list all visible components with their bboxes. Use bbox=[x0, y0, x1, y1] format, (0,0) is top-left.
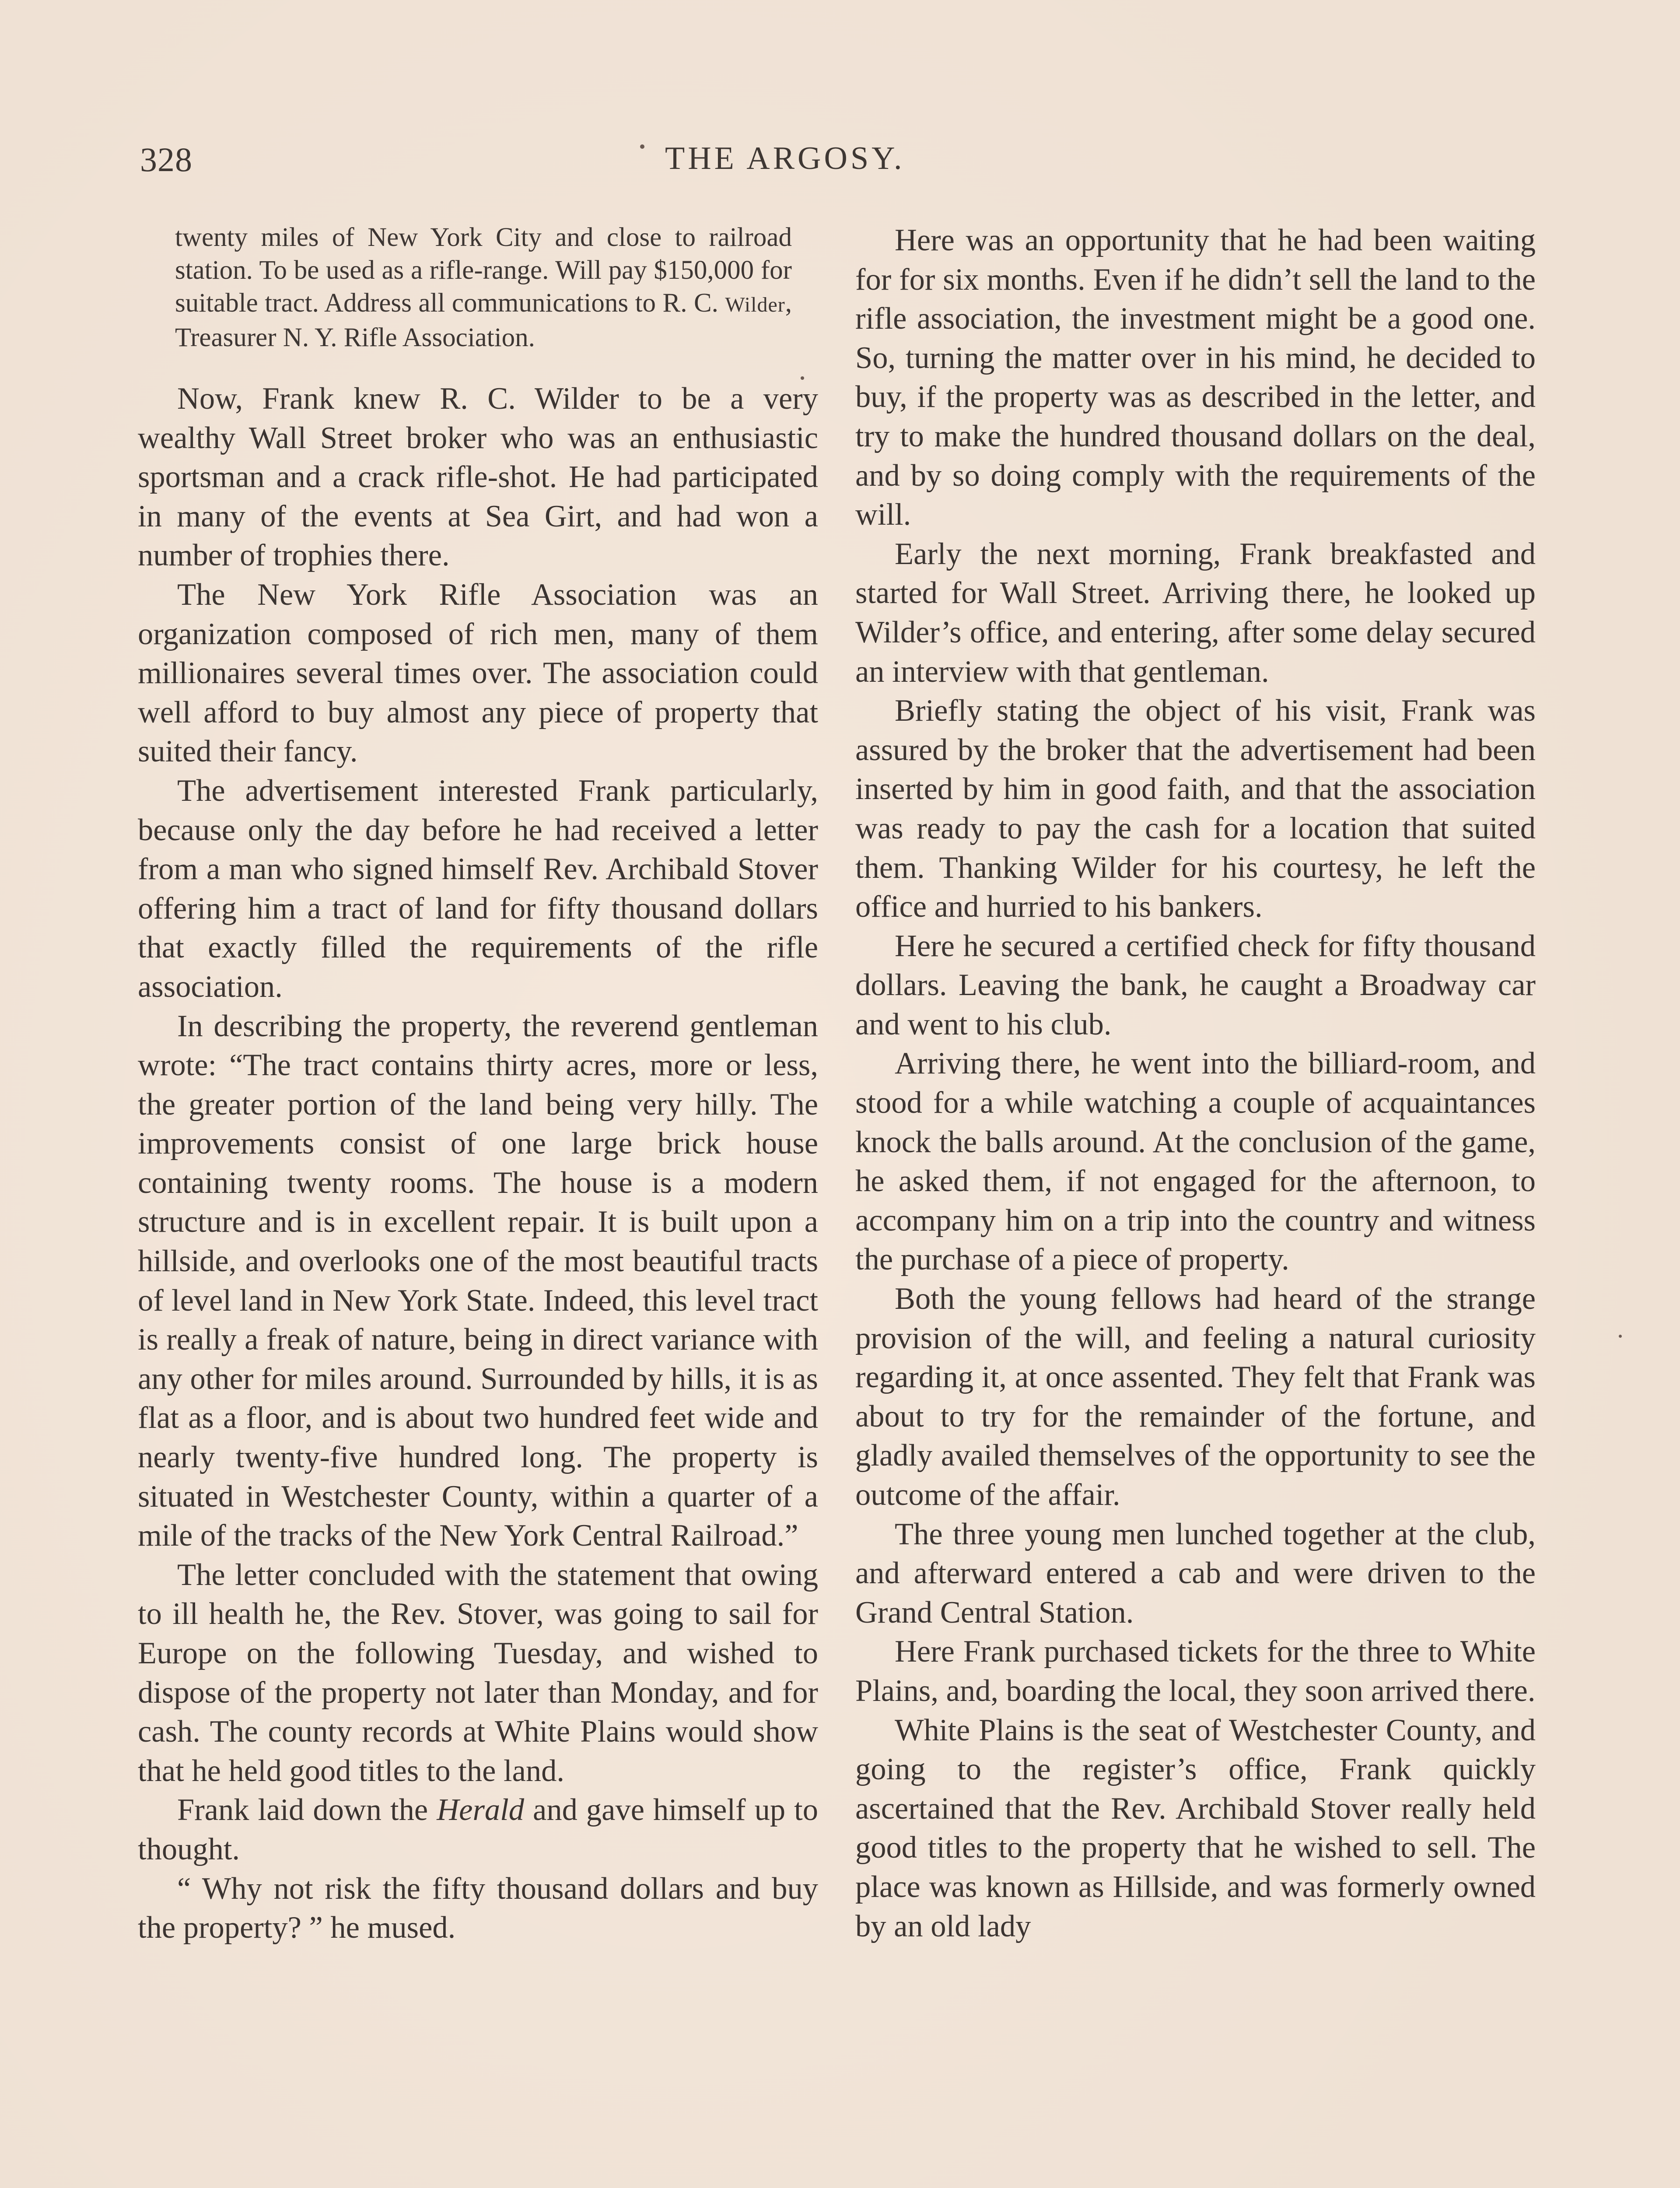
right-column bbox=[855, 221, 1536, 1946]
page-number: 328 bbox=[140, 140, 192, 179]
paragraph: White Plains is the seat of Westchester County, and going to the register’s office, Frank quickly ascertained that the Rev. Archibald Stover really held good titles to the property that he wished to sell. The place was known as Hillside, and was formerly owned by an old lady bbox=[855, 1713, 1536, 1943]
ad-text-start: twenty miles of New York City and close to railroad station. To be used as a rifle-range. Will pay $150,000 for suitable tract. Address all communications to R. C. bbox=[175, 223, 792, 318]
paragraph: Now, Frank knew R. C. Wilder to be a very wealthy Wall Street broker who was an enthusiastic sportsman and a crack rifle-shot. He had participated in many of the events at Sea Girt, and had won a number of trophies there. bbox=[138, 382, 818, 573]
paper-speck bbox=[801, 376, 804, 380]
ad-name: Wilder bbox=[725, 293, 785, 316]
paragraph: Here Frank purchased tickets for the three to White Plains, and, boarding the local, they soon arrived there. bbox=[855, 1634, 1536, 1708]
paragraph bbox=[138, 1791, 818, 1869]
advertisement-text bbox=[138, 221, 818, 354]
paragraph: The three young men lunched together at the club, and afterward entered a cab and were driven to the Grand Central Station. bbox=[855, 1517, 1536, 1630]
paper-speck bbox=[1619, 1335, 1622, 1338]
paragraph: In describing the property, the reverend gentleman wrote: “The tract contains thirty acres, more or less, the greater portion of the land being very hilly. The improvements consist of one large brick house containing twenty rooms. The house is a modern structure and is in excellent repair. It is built upon a hillside, and overlooks one of the most beautiful tracts of level land in New York State. Indeed, this level tract is really a freak of nature, being in direct variance with any other for miles around. Surrounded by hills, it is as flat as a floor, and is about two hundred feet wide and nearly twenty-five hundred long. The property is situated in Westchester County, within a quarter of a mile of the tracks of the New York Central Railroad.” bbox=[138, 1009, 818, 1553]
paragraph: Here he secured a certified check for fifty thousand dollars. Leaving the bank, he caught a Broadway car and went to his club. bbox=[855, 929, 1536, 1041]
paragraph: Arriving there, he went into the billiard-room, and stood for a while watching a couple of acquaintances knock the balls around. At the conclusion of the game, he asked them, if not engaged for the afternoon, to accompany him on a trip into the country and witness the purchase of a piece of property. bbox=[855, 1046, 1536, 1277]
paragraph-text: and gave himself up to thought. bbox=[138, 1793, 818, 1866]
running-title: THE ARGOSY. bbox=[665, 140, 905, 176]
paragraph: “ Why not risk the fifty thousand dollars and buy the property? ” he mused. bbox=[138, 1871, 818, 1945]
paragraph: The letter concluded with the statement that owing to ill health he, the Rev. Stover, was going to sail for Europe on the following Tuesday, and wished to dispose of the property not later than Monday, and for cash. The county records at White Plains would show that he held good titles to the land. bbox=[138, 1557, 818, 1788]
paragraph-text: Frank laid down the bbox=[177, 1793, 437, 1827]
paragraph: Both the young fellows had heard of the strange provision of the will, and feeling a natural curiosity regarding it, at once assented. They felt that Frank was about to try for the remainder of the fortune, and gladly availed themselves of the opportunity to see the outcome of the affair. bbox=[855, 1282, 1536, 1512]
page-header bbox=[0, 140, 1680, 188]
paragraph: Briefly stating the object of his visit, Frank was assured by the broker that the advertisement had been inserted by him in good faith, and that the association was ready to pay the cash for a location that suited them. Thanking Wilder for his courtesy, he left the office and hurried to his bankers. bbox=[855, 694, 1536, 924]
paragraph: The New York Rifle Association was an organization composed of rich men, many of them millionaires several times over. The association could well afford to buy almost any piece of property that suited their fancy. bbox=[138, 577, 818, 769]
paragraph: Early the next morning, Frank breakfasted and started for Wall Street. Arriving there, he looked up Wilder’s office, and entering, after some delay secured an interview with that gentleman. bbox=[855, 536, 1536, 689]
newspaper-title: Herald bbox=[437, 1793, 524, 1827]
ad-text-end: , Treasurer N. Y. Rifle Association. bbox=[175, 288, 792, 352]
paper-speck bbox=[640, 144, 644, 149]
paragraph: The advertisement interested Frank particularly, because only the day before he had received a letter from a man who signed himself Rev. Archibald Stover offering him a tract of land for fifty thousand dollars that exactly filled the requirements of the rifle association. bbox=[138, 773, 818, 1004]
left-column bbox=[138, 221, 818, 1948]
paragraph: Here was an opportunity that he had been waiting for for six months. Even if he didn’t sell the land to the rifle association, the investment might be a good one. So, turning the matter over in his mind, he decided to buy, if the property was as described in the letter, and try to make the hundred thousand dollars on the deal, and by so doing comply with the requirements of the will. bbox=[855, 223, 1536, 532]
